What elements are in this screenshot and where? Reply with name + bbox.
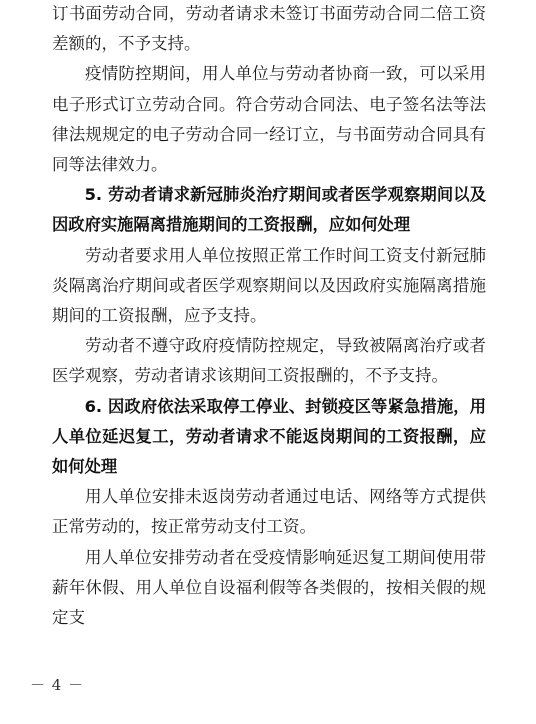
paragraph-electronic-contract: 疫情防控期间，用人单位与劳动者协商一致，可以采用电子形式订立劳动合同。符合劳动合同法、电子签名法等法律法规规定的电子劳动合同一经订立，与书面劳动合同具有同等法律效力。 [52,64,486,175]
page-number: － 4 － [30,676,85,694]
paragraph-contract-continuation: 订书面劳动合同，劳动者请求未签订书面劳动合同二倍工资差额的，不予支持。 [52,4,486,54]
paragraph-paid-leave: 用人单位安排劳动者在受疫情影响延迟复工期间使用带薪年休假、用人单位自设福利假等各类假的，按相关假的规定支 [52,547,486,628]
heading-item-6: 6. 因政府依法采取停工停业、封锁疫区等紧急措施，用人单位延迟复工，劳动者请求不能返岗期间的工资报酬，应如何处理 [52,396,486,477]
paragraph-remote-work: 用人单位安排未返岗劳动者通过电话、网络等方式提供正常劳动的，按正常劳动支付工资。 [52,487,486,537]
paragraph-isolation-wages: 劳动者要求用人单位按照正常工作时间工资支付新冠肺炎隔离治疗期间或者医学观察期间以及因政府实施隔离措施期间的工资报酬，应予支持。 [52,245,486,326]
heading-item-5: 5. 劳动者请求新冠肺炎治疗期间或者医学观察期间以及因政府实施隔离措施期间的工资报酬，应如何处理 [52,185,486,235]
paragraph-noncompliance: 劳动者不遵守政府疫情防控规定，导致被隔离治疗或者医学观察，劳动者请求该期间工资报酬的，不予支持。 [52,336,486,386]
